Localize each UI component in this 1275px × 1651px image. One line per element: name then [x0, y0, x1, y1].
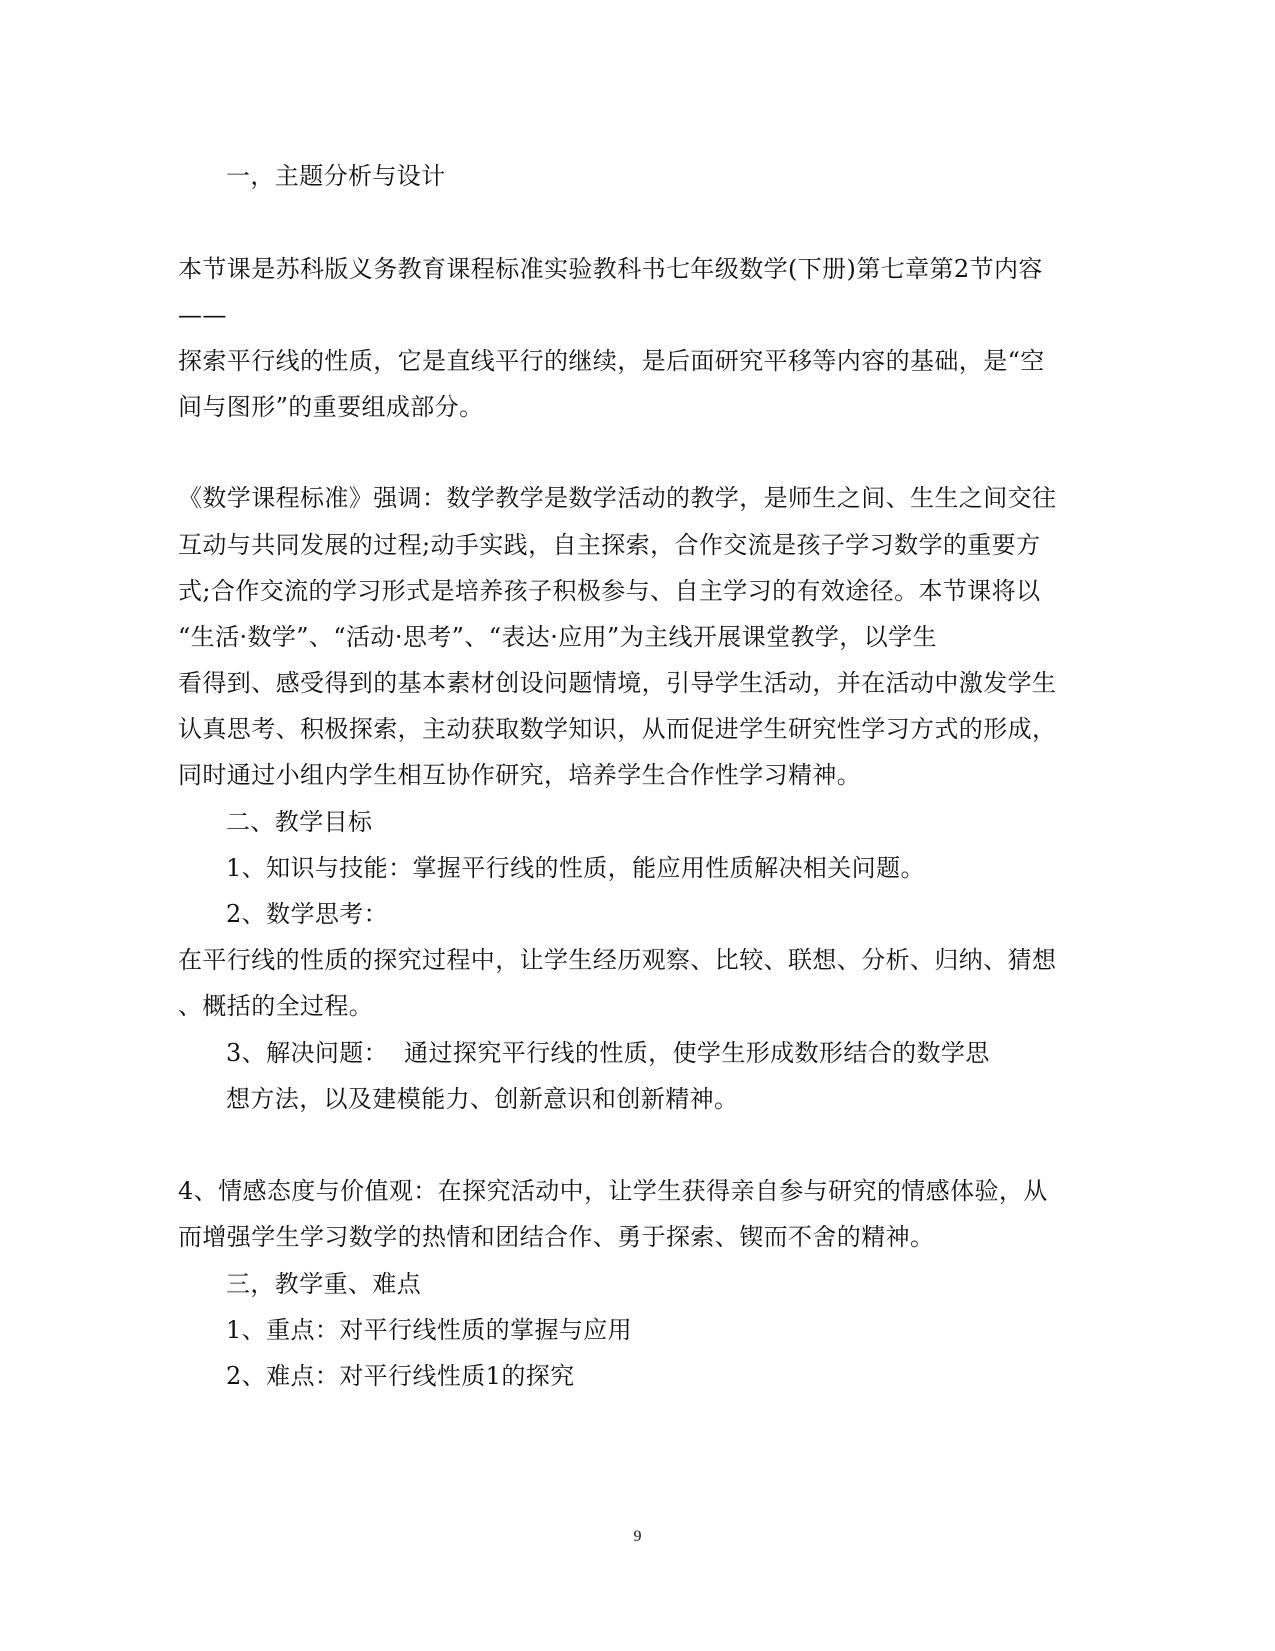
paragraph-line: 式;合作交流的学习形式是培养孩子积极参与、自主学习的有效途径。本节课将以 [178, 577, 1041, 605]
paragraph-line: 本节课是苏科版义务教育课程标准实验教科书七年级数学(下册)第七章第2节内容 [178, 255, 1043, 283]
paragraph-line: —— [178, 301, 227, 329]
paragraph-line: 看得到、感受得到的基本素材创设问题情境，引导学生活动，并在活动中激发学生 [178, 669, 1057, 697]
list-item: 、概括的全过程。 [178, 992, 374, 1020]
paragraph-line: “生活·数学”、“活动·思考”、“表达·应用”为主线开展课堂教学，以学生 [178, 623, 937, 651]
list-item: 在平行线的性质的探究过程中，让学生经历观察、比较、联想、分析、归纳、猜想 [178, 946, 1057, 974]
list-item: 3、解决问题： 通过探究平行线的性质，使学生形成数形结合的数学思 [226, 1039, 990, 1067]
list-item: 2、难点：对平行线性质1的探究 [226, 1362, 575, 1390]
list-item: 1、重点：对平行线性质的掌握与应用 [226, 1316, 633, 1344]
paragraph-line: 间与图形”的重要组成部分。 [178, 393, 484, 421]
list-item: 想方法，以及建模能力、创新意识和创新精神。 [226, 1085, 739, 1113]
list-item: 2、数学思考： [226, 900, 389, 928]
section-heading: 二、教学目标 [226, 808, 373, 836]
paragraph-line: 认真思考、积极探索，主动获取数学知识，从而促进学生研究性学习方式的形成， [178, 715, 1057, 743]
paragraph-line: 同时通过小组内学生相互协作研究，培养学生合作性学习精神。 [178, 761, 862, 789]
section-heading: 三，教学重、难点 [226, 1270, 422, 1298]
list-item: 1、知识与技能：掌握平行线的性质，能应用性质解决相关问题。 [226, 854, 925, 882]
paragraph-line: 《数学课程标准》强调：数学教学是数学活动的教学，是师生之间、生生之间交往 [178, 484, 1057, 512]
list-item: 而增强学生学习数学的热情和团结合作、勇于探索、锲而不舍的精神。 [178, 1223, 935, 1251]
section-heading: 一，主题分析与设计 [226, 162, 446, 190]
list-item: 4、情感态度与价值观：在探究活动中，让学生获得亲自参与研究的情感体验，从 [178, 1177, 1048, 1205]
paragraph-line: 探索平行线的性质，它是直线平行的继续，是后面研究平移等内容的基础，是“空 [178, 347, 1045, 375]
page-number: 9 [633, 1528, 642, 1545]
paragraph-line: 互动与共同发展的过程;动手实践，自主探索，合作交流是孩子学习数学的重要方 [178, 531, 1041, 559]
